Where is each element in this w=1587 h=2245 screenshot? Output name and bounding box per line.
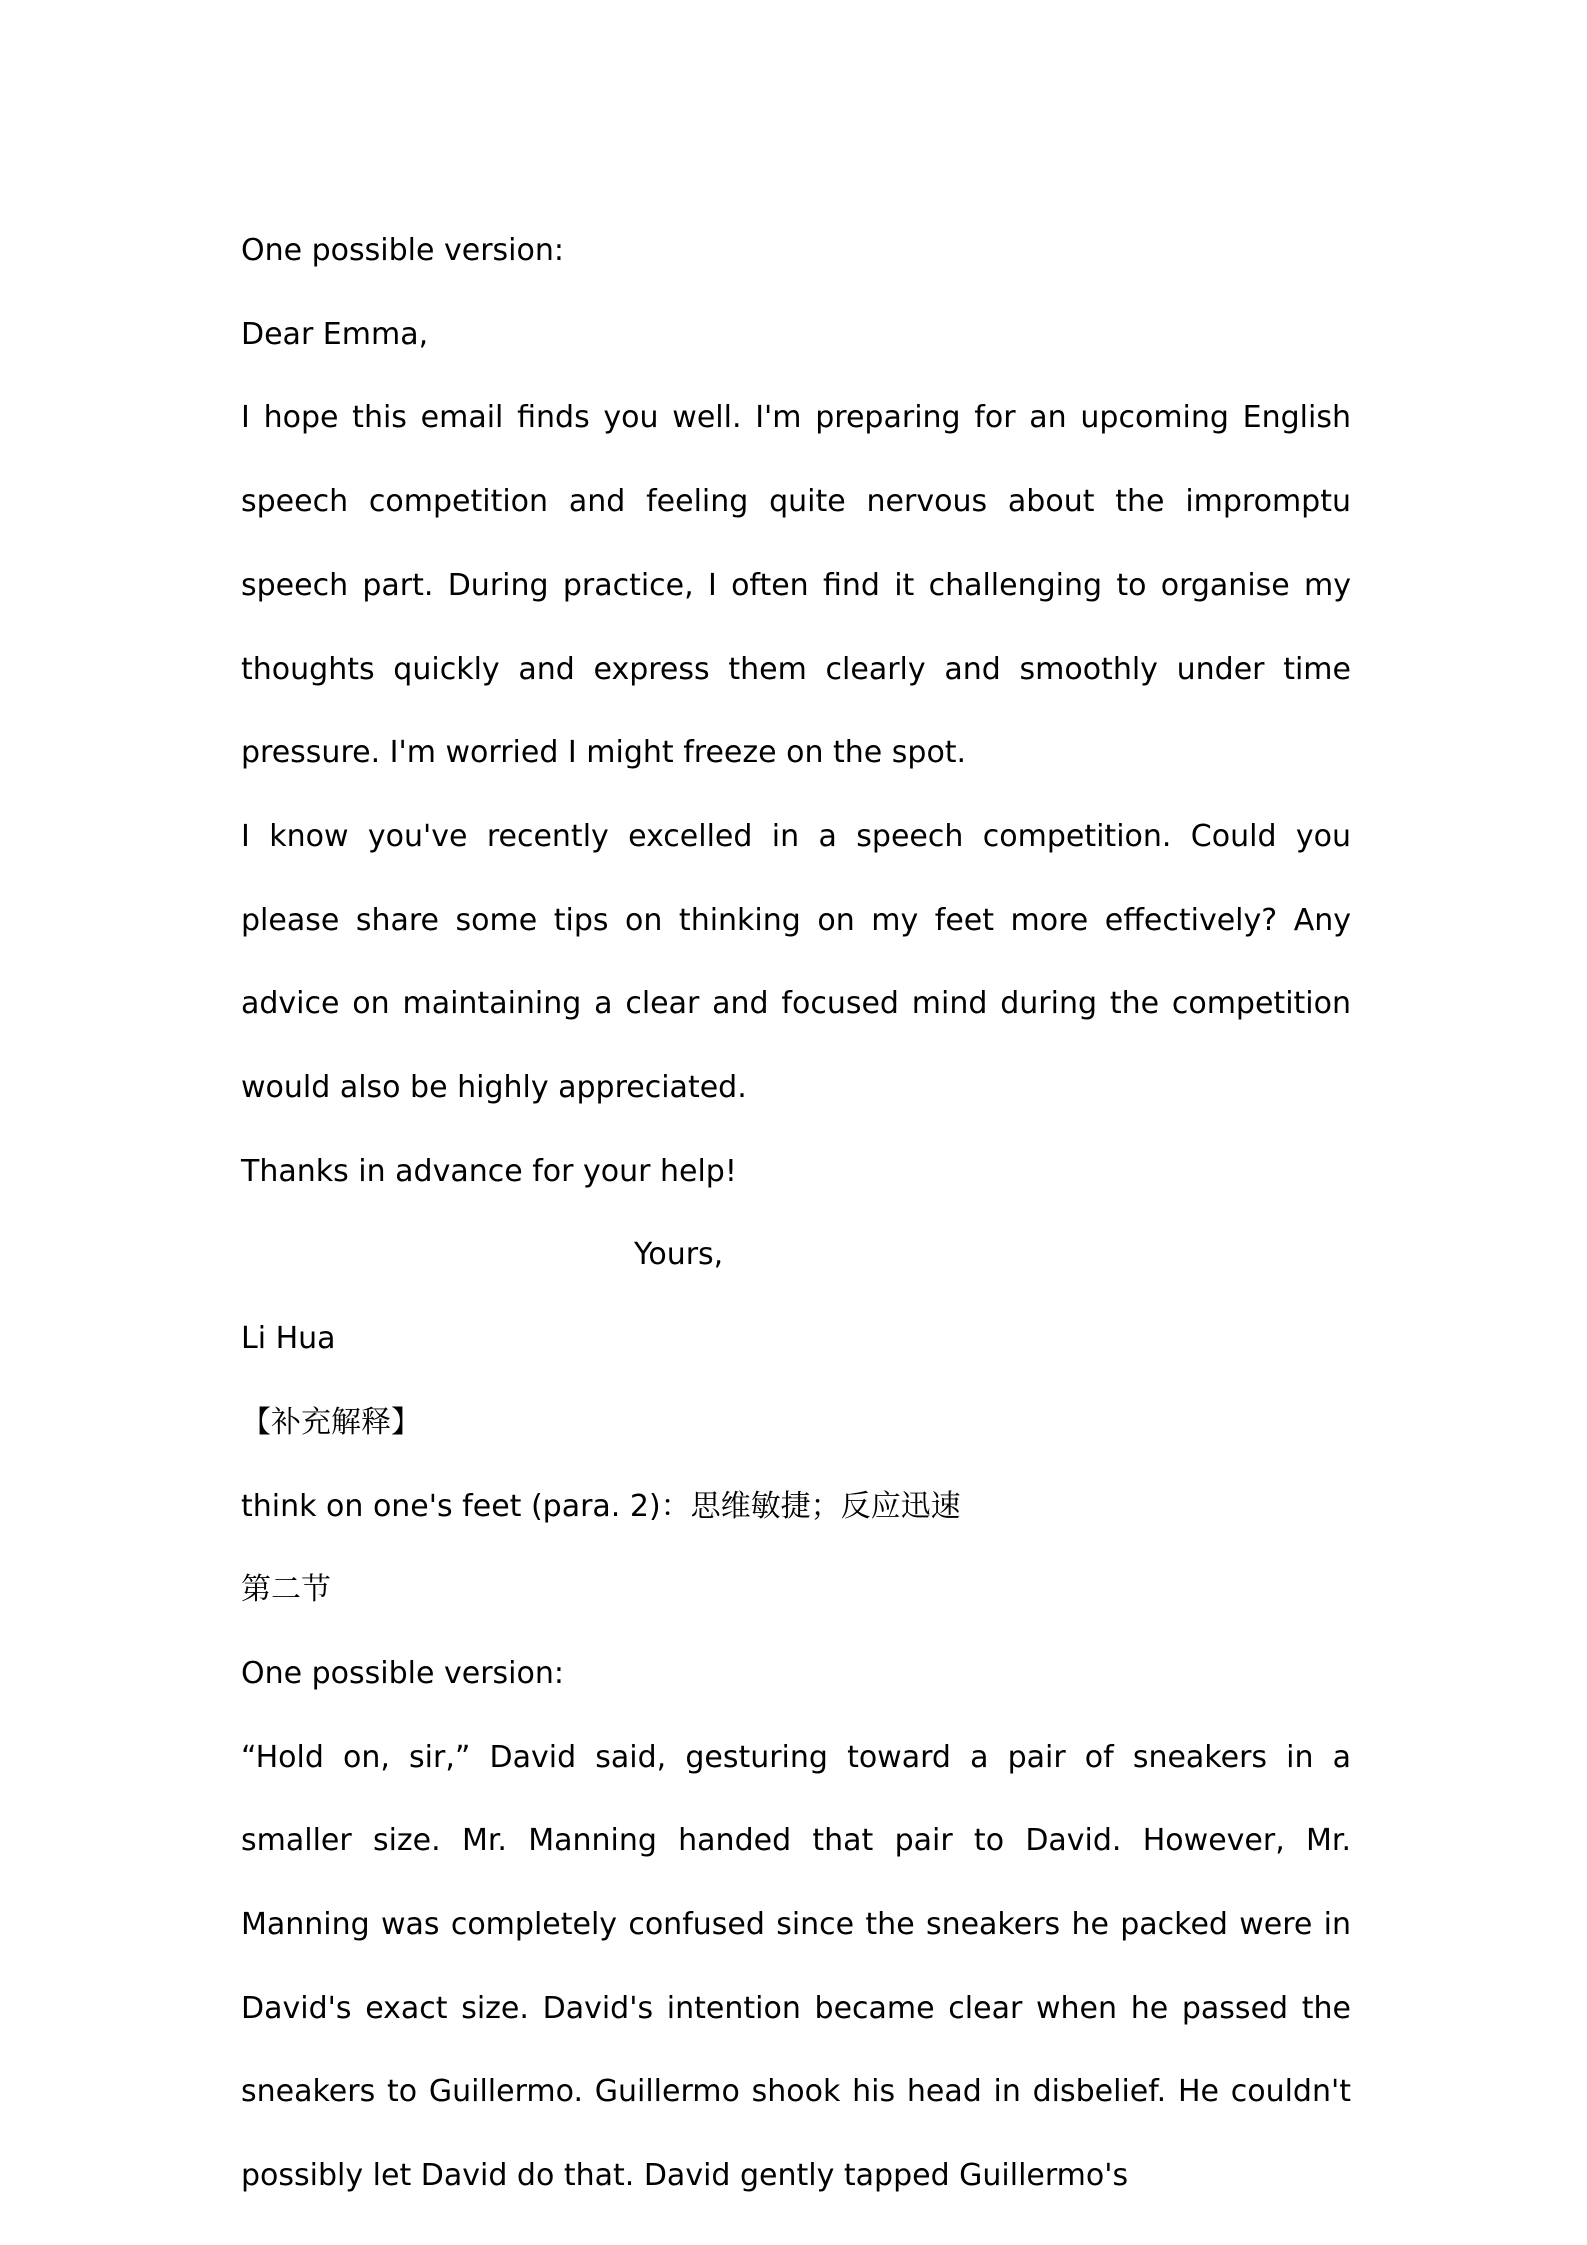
document-body xyxy=(241,209,1351,2218)
section-heading: 第二节 xyxy=(241,1572,331,1608)
note-text: think on one's feet (para. 2)：思维敏捷；反应迅速 xyxy=(241,1488,961,1524)
letter-paragraph-1: I hope this email finds you well. I'm preparing for an upcoming English speech competition and feeling quite nervous about the impromptu speech part. During practice, I often find it challenging to organise my thoughts quickly and express them clearly and smoothly under time pressure. I'm worried I might freeze on the spot. xyxy=(241,400,1351,771)
version-heading: One possible version: xyxy=(241,233,564,268)
note-heading: 【补充解释】 xyxy=(241,1404,421,1440)
version-heading-2: One possible version: xyxy=(241,1655,564,1691)
letter-greeting: Dear Emma, xyxy=(241,316,429,352)
letter-signature: Li Hua xyxy=(241,1321,336,1357)
letter-thanks: Thanks in advance for your help! xyxy=(241,1153,737,1189)
letter-closing: Yours, xyxy=(634,1237,724,1273)
story-paragraph: “Hold on, sir,” David said, gesturing toward a pair of sneakers in a smaller size. Mr. Manning handed that pair to David. However, Mr. Manning was completely confused since the sneakers he packed were in David's exact size. David's intention became clear when he passed the sneakers to Guillermo. Guillermo shook his head in disbelief. He couldn't possibly let David do that. David gently tapped Guillermo's xyxy=(241,1739,1351,2194)
letter-paragraph-2: I know you've recently excelled in a speech competition. Could you please share some tips on thinking on my feet more effectively? Any advice on maintaining a clear and focused mind during the competition would also be highly appreciated. xyxy=(241,818,1351,1106)
